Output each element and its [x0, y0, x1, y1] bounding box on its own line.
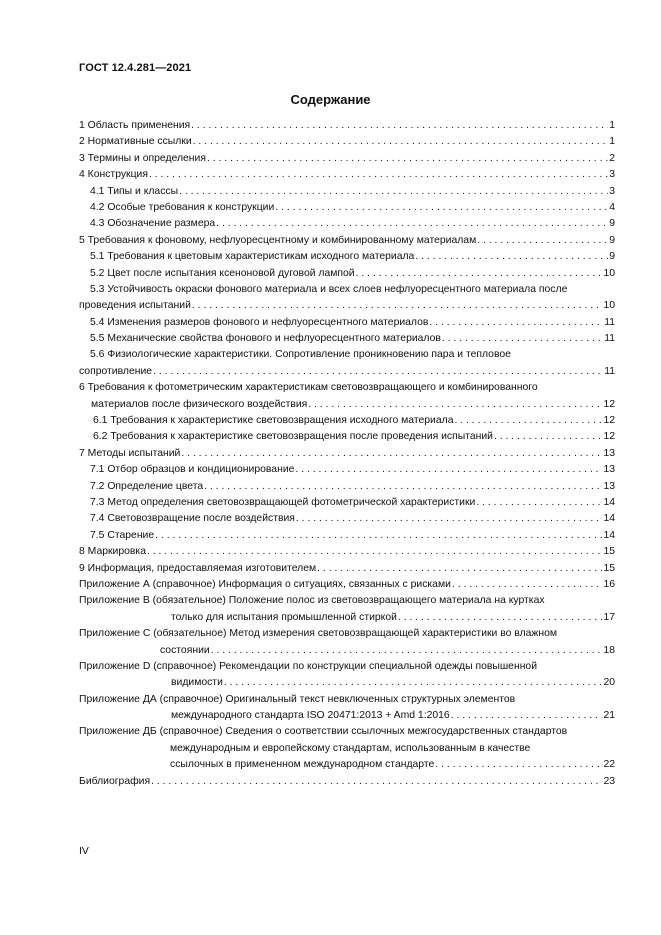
toc-entry[interactable] [79, 724, 615, 740]
toc-entry[interactable] [79, 429, 615, 445]
toc-entry-title: 5.4 Изменения размеров фонового и нефлуоресцентного материалов [90, 316, 429, 328]
toc-leader-dots [151, 774, 602, 790]
toc-leader-dots [442, 331, 603, 347]
toc-entry-page: 15 [603, 562, 615, 574]
toc-entry[interactable] [79, 397, 615, 413]
toc-entry-title: Приложение ДБ (справочное) Сведения о соответствии ссылочных межгосударственных стандартов [79, 726, 568, 738]
toc-entry-title: 7.3 Метод определения световозвращающей фотометрической характеристики [90, 496, 476, 508]
toc-entry-page: 14 [603, 513, 615, 525]
toc-entry-title: сопротивление [79, 365, 153, 377]
table-of-contents [79, 118, 615, 790]
toc-entry[interactable] [79, 331, 615, 347]
toc-entry[interactable] [79, 593, 615, 609]
toc-entry[interactable] [79, 216, 615, 232]
toc-entry-title: Библиография [79, 775, 151, 787]
toc-entry[interactable] [79, 380, 615, 396]
toc-entry-title: материалов после физического воздействия [91, 398, 308, 410]
toc-leader-dots [211, 643, 603, 659]
toc-entry-page: 20 [603, 677, 615, 689]
toc-entry-title: видимости [171, 677, 223, 689]
toc-leader-dots [415, 249, 608, 265]
toc-leader-dots [216, 216, 608, 232]
toc-entry-title: 4.1 Типы и классы [90, 185, 179, 197]
toc-entry-page: 10 [603, 300, 615, 312]
toc-leader-dots [179, 184, 608, 200]
toc-entry-title: 2 Нормативные ссылки [79, 136, 192, 148]
toc-leader-dots [317, 561, 602, 577]
toc-entry[interactable] [79, 675, 615, 691]
toc-entry[interactable] [79, 315, 615, 331]
toc-entry-title: 4 Конструкция [79, 169, 148, 181]
toc-entry-page: 3 [609, 169, 615, 181]
toc-entry-title: 6.1 Требования к характеристике световозвращения исходного материала [93, 415, 454, 427]
toc-entry[interactable] [79, 347, 615, 363]
toc-leader-dots [429, 315, 603, 331]
toc-leader-dots [147, 544, 602, 560]
toc-entry[interactable] [79, 249, 615, 265]
toc-entry-title: 5.6 Физиологические характеристики. Сопротивление проникновению пара и тепловое [90, 349, 511, 361]
toc-leader-dots [153, 364, 603, 380]
toc-entry-page: 12 [603, 431, 615, 443]
toc-entry-page: 16 [603, 578, 615, 590]
toc-entry[interactable] [79, 413, 615, 429]
toc-entry[interactable] [79, 544, 615, 560]
toc-entry[interactable] [79, 364, 615, 380]
toc-entry-page: 13 [603, 447, 615, 459]
toc-leader-dots [155, 528, 602, 544]
toc-entry-title: 9 Информация, предоставляемая изготовителем [79, 562, 317, 574]
toc-entry-page: 4 [609, 201, 615, 213]
toc-entry-page: 11 [604, 333, 615, 345]
toc-leader-dots [451, 708, 603, 724]
toc-leader-dots [193, 134, 609, 150]
toc-entry[interactable] [79, 118, 615, 134]
toc-entry-page: 11 [604, 365, 615, 377]
toc-leader-dots [308, 397, 602, 413]
toc-leader-dots [398, 610, 603, 626]
toc-entry-title: проведения испытаний [79, 300, 191, 312]
toc-entry-page: 3 [609, 185, 615, 197]
toc-entry-title: 5.1 Требования к цветовым характеристикам исходного материала [90, 251, 415, 263]
toc-entry-title: 5.2 Цвет после испытания ксеноновой дуговой лампой [90, 267, 355, 279]
toc-entry-page: 11 [604, 316, 615, 328]
toc-entry[interactable] [79, 200, 615, 216]
toc-entry-title: 6.2 Требования к характеристике световозвращения после проведения испытаний [93, 431, 493, 443]
toc-entry-title: Приложение А (справочное) Информация о ситуациях, связанных с рисками [79, 578, 451, 590]
toc-entry-title: международным и европейскому стандартам, использованным в качестве [170, 742, 531, 754]
toc-entry-page: 15 [603, 546, 615, 558]
toc-entry-title: 5 Требования к фоновому, нефлуоресцентному и комбинированному материалам [79, 234, 477, 246]
toc-entry-title: 7.2 Определение цвета [90, 480, 204, 492]
toc-entry-page: 21 [603, 710, 615, 722]
toc-leader-dots [452, 577, 603, 593]
toc-entry-page: 14 [603, 529, 615, 541]
toc-entry-title: Приложение D (справочное) Рекомендации по конструкции специальной одежды повышенной [79, 660, 538, 672]
toc-entry-page: 9 [609, 234, 615, 246]
toc-entry[interactable] [79, 495, 615, 511]
page-title: Содержание [290, 92, 371, 107]
toc-entry[interactable] [79, 462, 615, 478]
toc-entry-title: только для испытания промышленной стиркой [171, 611, 397, 623]
toc-entry-title: Приложение ДА (справочное) Оригинальный текст невключенных структурных элементов [79, 693, 516, 705]
toc-entry[interactable] [79, 741, 615, 757]
toc-entry-page: 12 [603, 398, 615, 410]
toc-leader-dots [295, 462, 602, 478]
toc-entry-title: 7.5 Старение [90, 529, 155, 541]
toc-entry[interactable] [79, 561, 615, 577]
page-number: IV [79, 846, 89, 857]
toc-entry-title: Приложение В (обязательное) Положение полос из световозвращающего материала на куртках [79, 595, 545, 607]
toc-entry-page: 1 [609, 120, 615, 131]
toc-entry-title: 5.5 Механические свойства фонового и нефлуоресцентного материалов [90, 333, 441, 345]
toc-leader-dots [296, 511, 603, 527]
toc-entry-title: 5.3 Устойчивость окраски фонового материала и всех слоев нефлуоресцентного материала после [90, 283, 568, 295]
toc-entry[interactable] [79, 708, 615, 724]
toc-entry[interactable] [79, 233, 615, 249]
toc-entry-page: 13 [603, 480, 615, 492]
toc-entry-title: 8 Маркировка [79, 546, 146, 558]
toc-entry[interactable] [79, 151, 615, 167]
toc-entry-title: состоянии [160, 644, 210, 656]
toc-entry-title: 3 Термины и определения [79, 152, 206, 164]
toc-entry-page: 2 [609, 152, 615, 164]
toc-entry[interactable] [79, 528, 615, 544]
toc-entry-title: 6 Требования к фотометрическим характеристикам световозвращающего и комбинированного [79, 382, 538, 394]
toc-entry-title: 7 Методы испытаний [79, 447, 181, 459]
toc-entry-title: 4.2 Особые требования к конструкции [90, 201, 275, 213]
toc-entry-page: 22 [603, 759, 615, 771]
toc-entry[interactable] [79, 134, 615, 150]
toc-entry[interactable] [79, 298, 615, 314]
toc-leader-dots [454, 413, 602, 429]
toc-leader-dots [477, 233, 608, 249]
toc-leader-dots [191, 118, 608, 134]
toc-leader-dots [275, 200, 608, 216]
toc-entry-title: 7.1 Отбор образцов и кондиционирование [90, 464, 295, 476]
toc-entry-title: 7.4 Световозвращение после воздействия [90, 513, 295, 525]
toc-entry[interactable] [79, 774, 615, 790]
toc-entry[interactable] [79, 610, 615, 626]
toc-entry-title: Приложение С (обязательное) Метод измерения световозвращающей характеристики во влажном [79, 628, 558, 640]
toc-leader-dots [356, 266, 603, 282]
toc-leader-dots [204, 479, 602, 495]
toc-entry-page: 9 [609, 218, 615, 230]
toc-entry-title: ссылочных в примененном международном стандарте [170, 759, 435, 771]
toc-entry-page: 18 [603, 644, 615, 656]
toc-entry-page: 9 [609, 251, 615, 263]
toc-entry[interactable] [79, 626, 615, 642]
toc-leader-dots [476, 495, 602, 511]
toc-entry-page: 13 [603, 464, 615, 476]
toc-entry-page: 23 [603, 775, 615, 787]
toc-entry[interactable] [79, 184, 615, 200]
toc-entry-page: 14 [603, 496, 615, 508]
toc-entry-page: 10 [603, 267, 615, 279]
toc-entry-title: международного стандарта ISO 20471:2013 + Amd 1:2016 [171, 710, 450, 722]
toc-leader-dots [192, 298, 603, 314]
toc-leader-dots [149, 167, 608, 183]
toc-entry[interactable] [79, 577, 615, 593]
toc-entry[interactable] [79, 659, 615, 675]
toc-entry[interactable] [79, 266, 615, 282]
toc-leader-dots [494, 429, 602, 445]
toc-leader-dots [435, 757, 602, 773]
toc-leader-dots [224, 675, 603, 691]
toc-leader-dots [181, 446, 602, 462]
toc-entry[interactable] [79, 282, 615, 298]
document-header: ГОСТ 12.4.281—2021 [79, 62, 192, 74]
toc-entry-page: 12 [603, 415, 615, 427]
toc-entry[interactable] [79, 479, 615, 495]
toc-entry-page: 17 [603, 611, 615, 623]
toc-entry[interactable] [79, 757, 615, 773]
toc-entry-page: 1 [609, 136, 615, 148]
toc-entry-title: 1 Область применения [79, 120, 191, 131]
toc-entry[interactable] [79, 511, 615, 527]
toc-entry-title: 4.3 Обозначение размера [90, 218, 216, 230]
toc-leader-dots [207, 151, 608, 167]
toc-entry[interactable] [79, 643, 615, 659]
toc-entry[interactable] [79, 692, 615, 708]
toc-entry[interactable] [79, 167, 615, 183]
toc-entry[interactable] [79, 446, 615, 462]
